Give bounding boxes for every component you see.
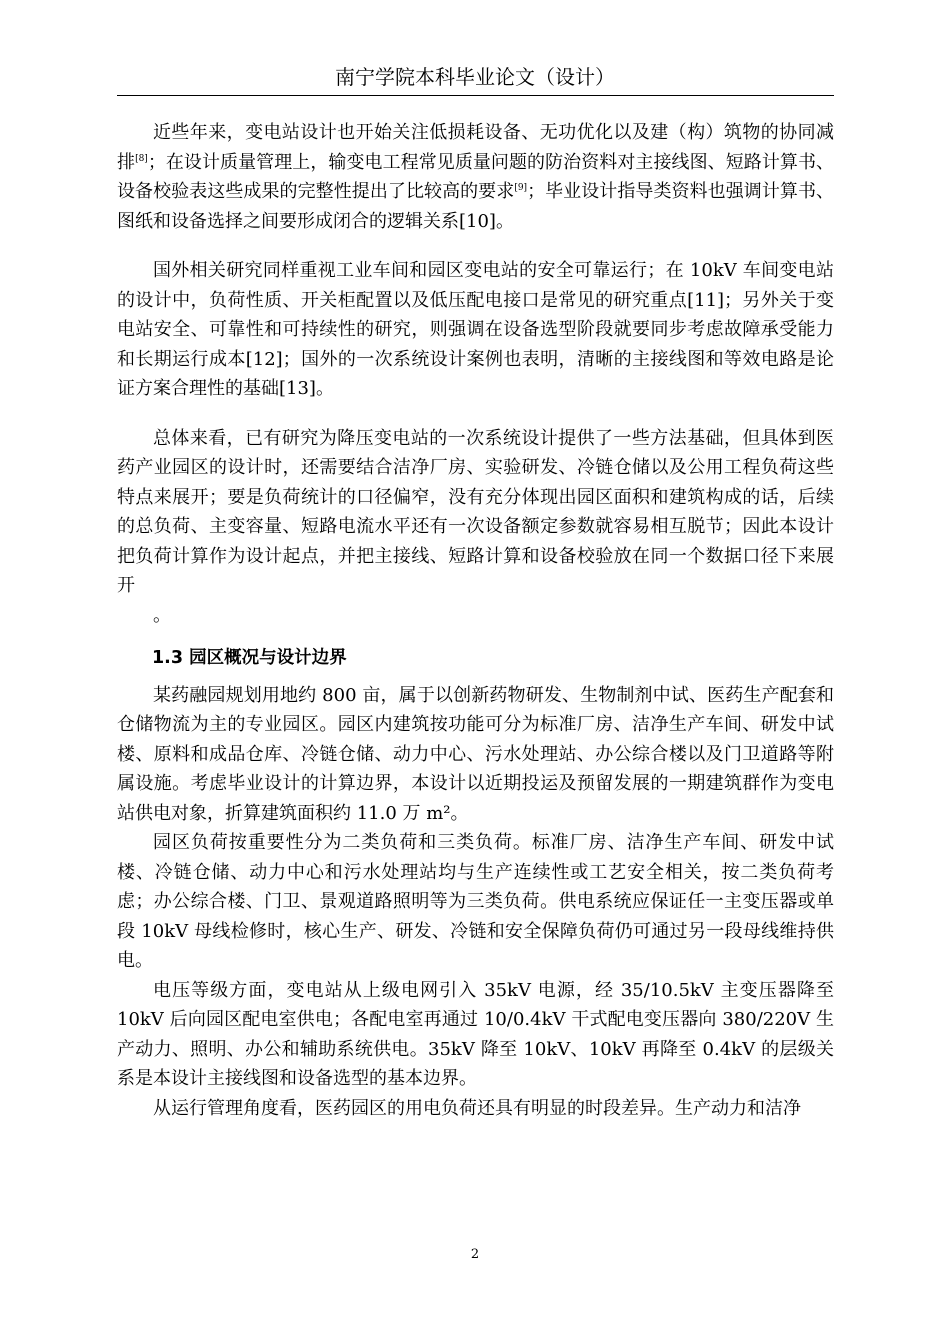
citation: [8] — [135, 153, 148, 164]
page-number: 2 — [470, 1247, 480, 1262]
paragraph — [117, 118, 834, 236]
section-heading: 1.3 园区概况与设计边界 — [152, 647, 347, 668]
page-header: 南宁学院本科毕业论文（设计） — [335, 65, 615, 89]
paragraph-text: ；在设计质量管理上，输变电工程常见质量问题的防治资料对主接线图、短路计算书、设备校验表这些成果的完整性提出了比较高的要求 — [117, 151, 834, 202]
paragraph-tail: 。 — [153, 604, 171, 626]
paragraph: 国外相关研究同样重视工业车间和园区变电站的安全可靠运行；在 10kV 车间变电站的设计中，负荷性质、开关柜配置以及低压配电接口是常见的研究重点[11]；另外关于变电站安全、可靠性和可持续性的研究，则强调在设备选型阶段就要同步考虑故障承受能力和长期运行成本[12]；国外的一次系统设计案例也表明，清晰的主接线图和等效电路是论证方案合理性的基础[13]。 — [117, 260, 834, 399]
paragraph: 电压等级方面，变电站从上级电网引入 35kV 电源，经 35/10.5kV 主变压器降至 10kV 后向园区配电室供电；各配电室再通过 10/0.4kV 干式配电变压器向 380/220V 生产动力、照明、办公和辅助系统供电。35kV 降至 10kV、10kV 再降至 0.4kV 的层级关系是本设计主接线图和设备选型的基本边界。 — [117, 979, 834, 1089]
page-body — [117, 118, 834, 1123]
citation: [9] — [514, 183, 528, 193]
paragraph-text: ；毕业设计指导类资料也强调计算书、图纸和设备选择之间要形成闭合的逻辑关系[10]。 — [117, 181, 835, 232]
header-rule — [117, 95, 834, 96]
paragraph: 某药融园规划用地约 800 亩，属于以创新药物研发、生物制剂中试、医药生产配套和仓储物流为主的专业园区。园区内建筑按功能可分为标准厂房、洁净生产车间、研发中试楼、原料和成品仓库、冷链仓储、动力中心、污水处理站、办公综合楼以及门卫道路等附属设施。考虑毕业设计的计算边界，本设计以近期投运及预留发展的一期建筑群作为变电站供电对象，折算建筑面积约 11.0 万 m²。 — [117, 684, 834, 824]
paragraph-text: 近些年来，变电站设计也开始关注低损耗设备、无功优化以及建（构）筑物的协同减排 — [117, 122, 834, 173]
paragraph: 园区负荷按重要性分为二类负荷和三类负荷。标准厂房、洁净生产车间、研发中试楼、冷链仓储、动力中心和污水处理站均与生产连续性或工艺安全相关，按二类负荷考虑；办公综合楼、门卫、景观道路照明等为三类负荷。供电系统应保证任一主变压器或单段 10kV 母线检修时，核心生产、研发、冷链和安全保障负荷仍可通过另一段母线维持供电。 — [117, 832, 834, 971]
paragraph: 从运行管理角度看，医药园区的用电负荷还具有明显的时段差异。生产动力和洁净 — [153, 1097, 801, 1119]
paragraph: 总体来看，已有研究为降压变电站的一次系统设计提供了一些方法基础，但具体到医药产业园区的设计时，还需要结合洁净厂房、实验研发、冷链仓储以及公用工程负荷这些特点来展开；要是负荷统计的口径偏窄，没有充分体现出园区面积和建筑构成的话，后续的总负荷、主变容量、短路电流水平还有一次设备额定参数就容易相互脱节；因此本设计把负荷计算作为设计起点，并把主接线、短路计算和设备校验放在同一个数据口径下来展开 — [117, 427, 834, 596]
